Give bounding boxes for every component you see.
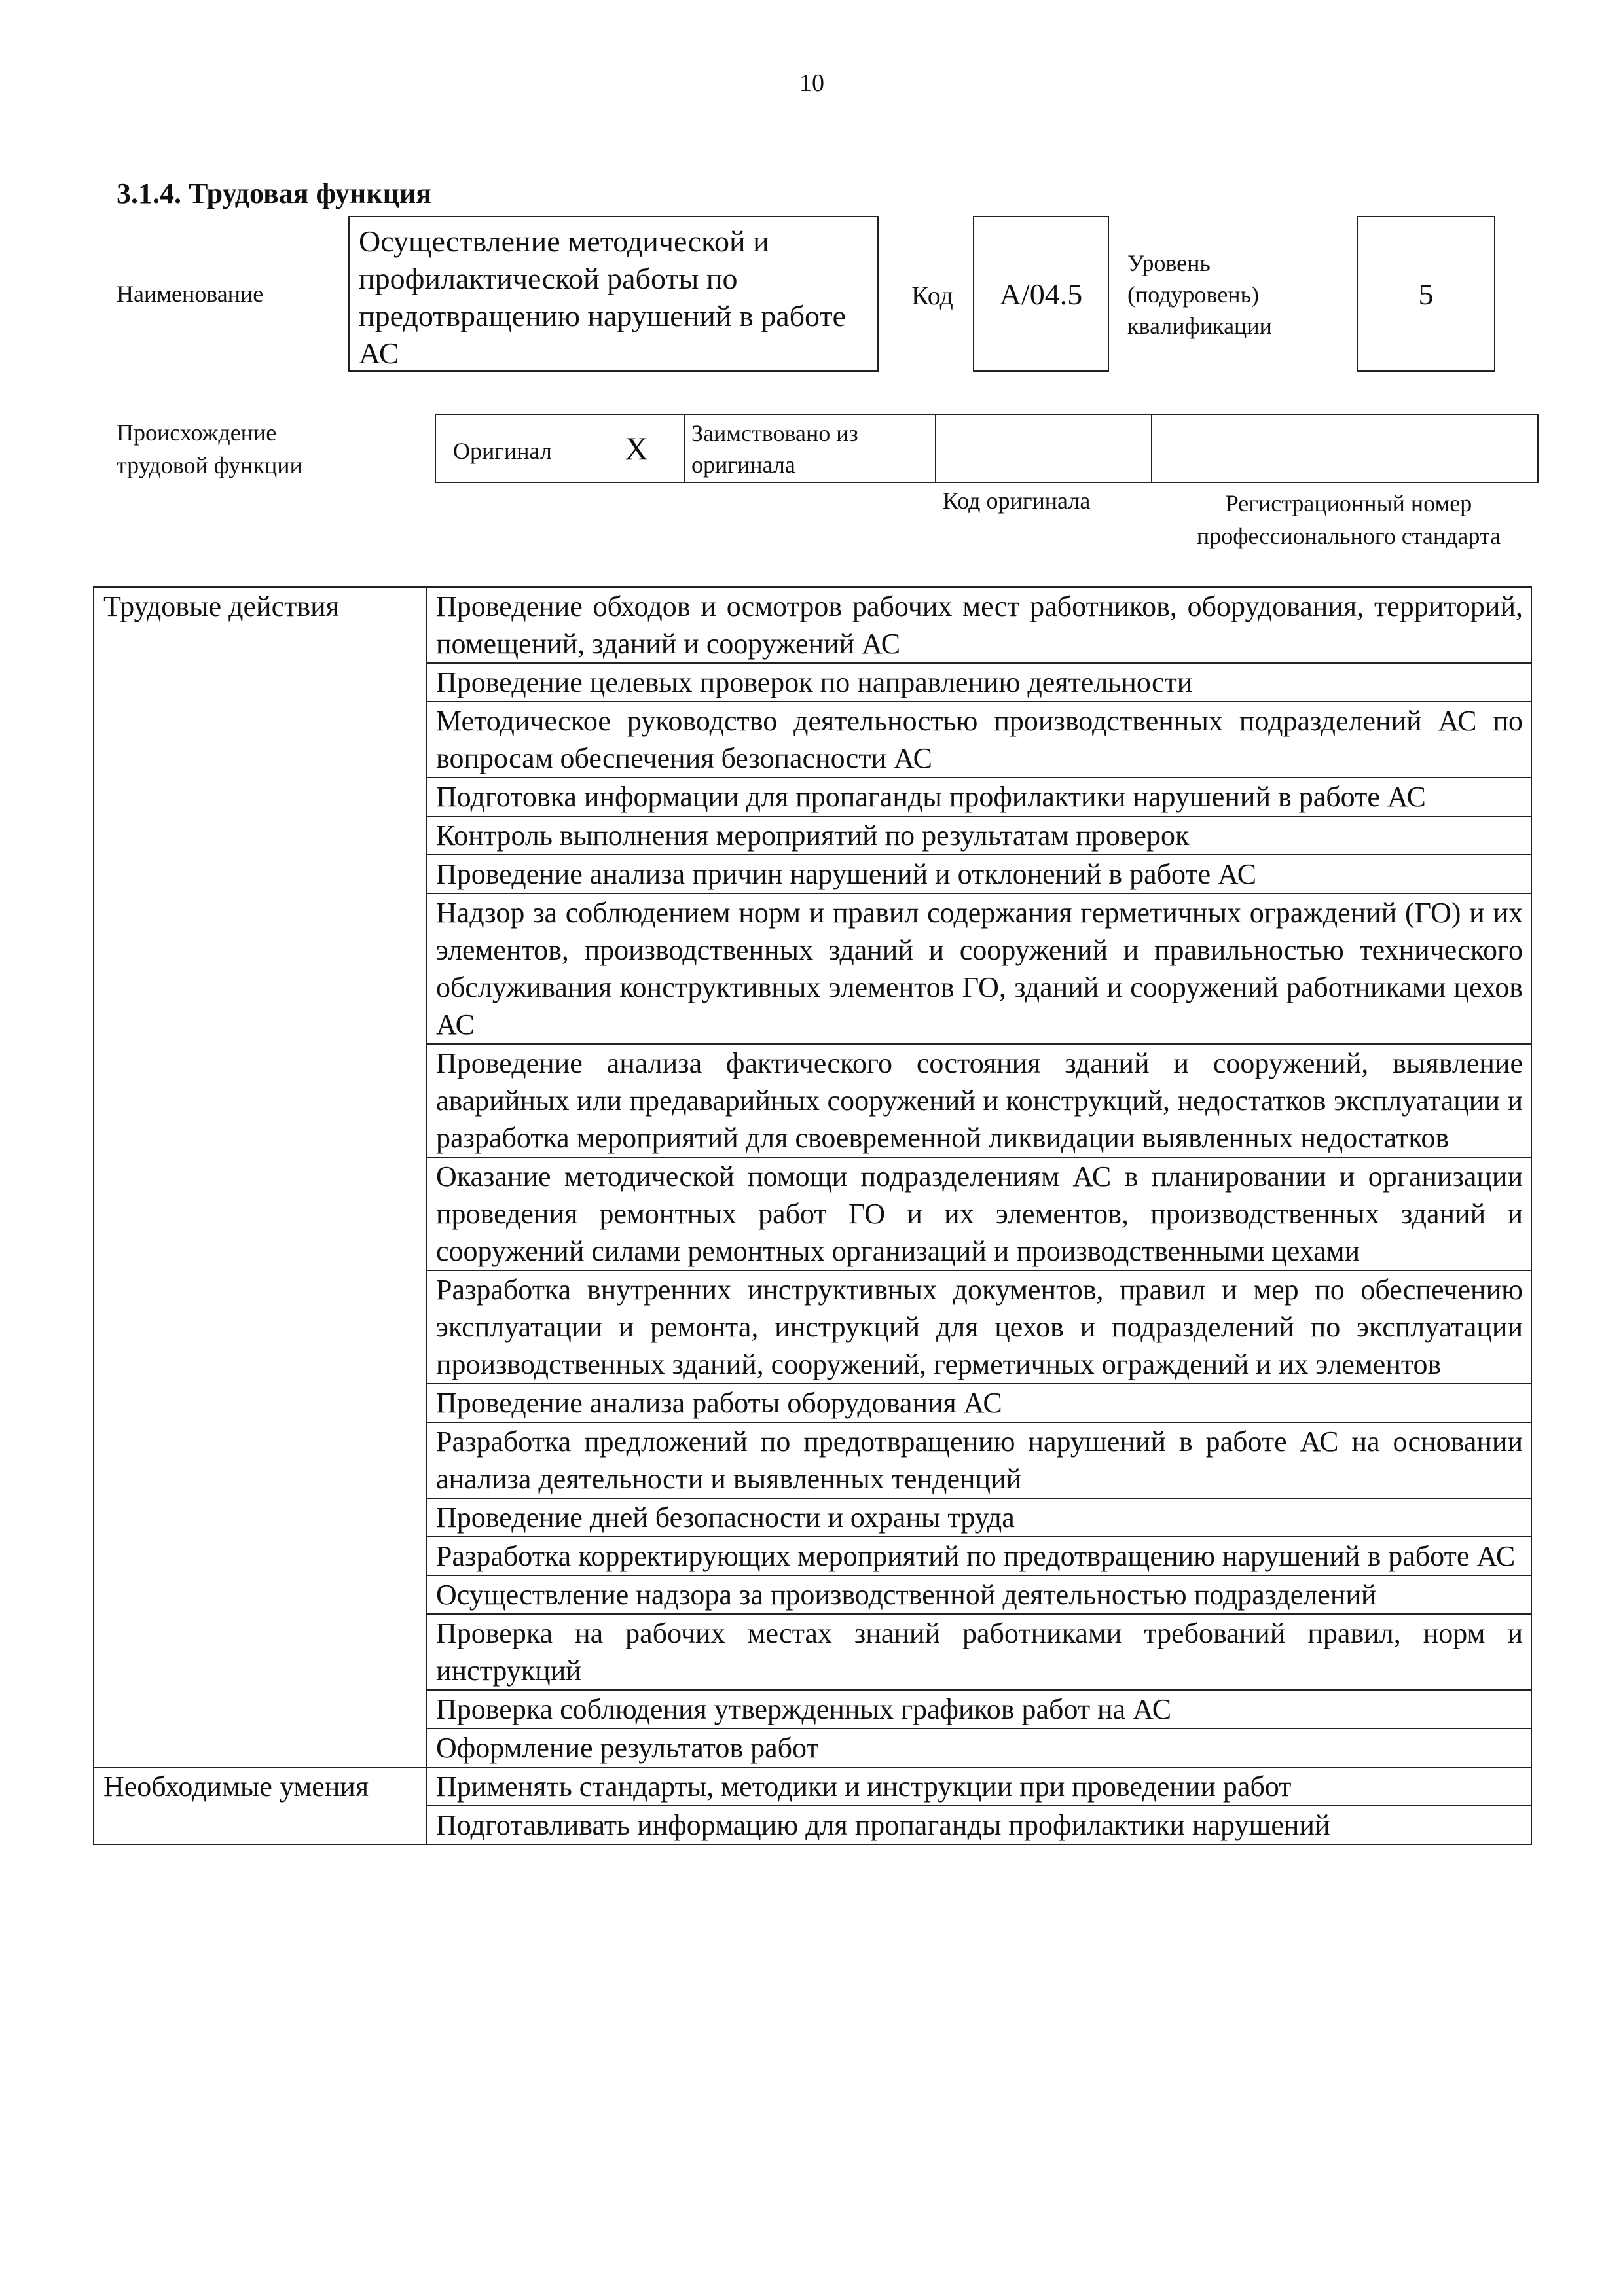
labor-action-item: Контроль выполнения мероприятий по результатам проверок [426,816,1531,855]
origin-original-cell [436,415,685,482]
labor-action-item: Проведение анализа причин нарушений и отклонений в работе АС [426,855,1531,893]
labor-action-item: Методическое руководство деятельностью производственных подразделений АС по вопросам обеспечения безопасности АС [426,702,1531,778]
labor-action-item: Проверка на рабочих местах знаний работниками требований правил, норм и инструкций [426,1614,1531,1690]
skill-item: Подготавливать информацию для пропаганды профилактики нарушений [426,1806,1531,1844]
skill-label: Необходимые умения [94,1767,426,1844]
labor-action-item: Разработка внутренних инструктивных документов, правил и мер по обеспечению эксплуатации и ремонта, инструкций для цехов и подразделений по эксплуатации производственных зданий, сооружений, герметичных ограждений и их элементов [426,1270,1531,1384]
labor-action-item: Подготовка информации для пропаганды профилактики нарушений в работе АС [426,778,1531,816]
labor-action-item: Проведение анализа фактического состояния зданий и сооружений, выявление аварийных или предаварийных сооружений и конструкций, недостатков эксплуатации и разработка мероприятий для своевременной ликвидации выявленных недостатков [426,1044,1531,1157]
code-label: Код [911,281,953,310]
labor-action-item: Проведение анализа работы оборудования АС [426,1384,1531,1422]
name-label: Наименование [117,281,264,307]
origin-label: Происхождение трудовой функции [117,420,302,478]
table-row [94,1767,1531,1806]
origin-reg-caption: Регистрационный номер профессионального стандарта [1196,490,1501,549]
origin-row [435,414,1539,483]
page-number: 10 [799,69,824,97]
origin-code-caption: Код оригинала [943,488,1091,514]
section-title: 3.1.4. Трудовая функция [117,177,432,209]
code-value-box: А/04.5 [973,216,1109,372]
function-name-box: Осуществление методической и профилактической работы по предотвращению нарушений в работе АС [348,216,879,372]
origin-borrowed-cell: Заимствовано из оригинала [685,415,936,482]
skill-item: Применять стандарты, методики и инструкции при проведении работ [426,1767,1531,1806]
origin-code-cell [936,415,1152,482]
labor-action-item: Надзор за соблюдением норм и правил содержания герметичных ограждений (ГО) и их элементов, производственных зданий и сооружений и правильностью технического обслуживания конструктивных элементов ГО, зданий и сооружений работниками цехов АС [426,893,1531,1044]
labor-action-item: Осуществление надзора за производственной деятельностью подразделений [426,1575,1531,1614]
origin-original-text: Оригинал [453,438,552,464]
level-label: Уровень (подуровень) квалификации [1127,250,1272,339]
labor-action-item: Проведение обходов и осмотров рабочих мест работников, оборудования, территорий, помещений, зданий и сооружений АС [426,587,1531,663]
origin-reg-cell [1152,415,1537,482]
table-row [94,587,1531,663]
level-value-box: 5 [1357,216,1495,372]
labor-action-item: Оказание методической помощи подразделениям АС в планировании и организации проведения ремонтных работ ГО и их элементов, производственных зданий и сооружений силами ремонтных организаций и производственными цехами [426,1157,1531,1270]
function-table [93,586,1532,1845]
labor-action-item: Проведение целевых проверок по направлению деятельности [426,663,1531,702]
labor-action-item: Проведение дней безопасности и охраны труда [426,1498,1531,1537]
labor-action-item: Разработка корректирующих мероприятий по предотвращению нарушений в работе АС [426,1537,1531,1575]
origin-mark: X [625,430,649,467]
labor-action-item: Разработка предложений по предотвращению нарушений в работе АС на основании анализа деятельности и выявленных тенденций [426,1422,1531,1498]
labor-action-label: Трудовые действия [94,587,426,1767]
labor-action-item: Проверка соблюдения утвержденных графиков работ на АС [426,1690,1531,1729]
labor-action-item: Оформление результатов работ [426,1729,1531,1767]
